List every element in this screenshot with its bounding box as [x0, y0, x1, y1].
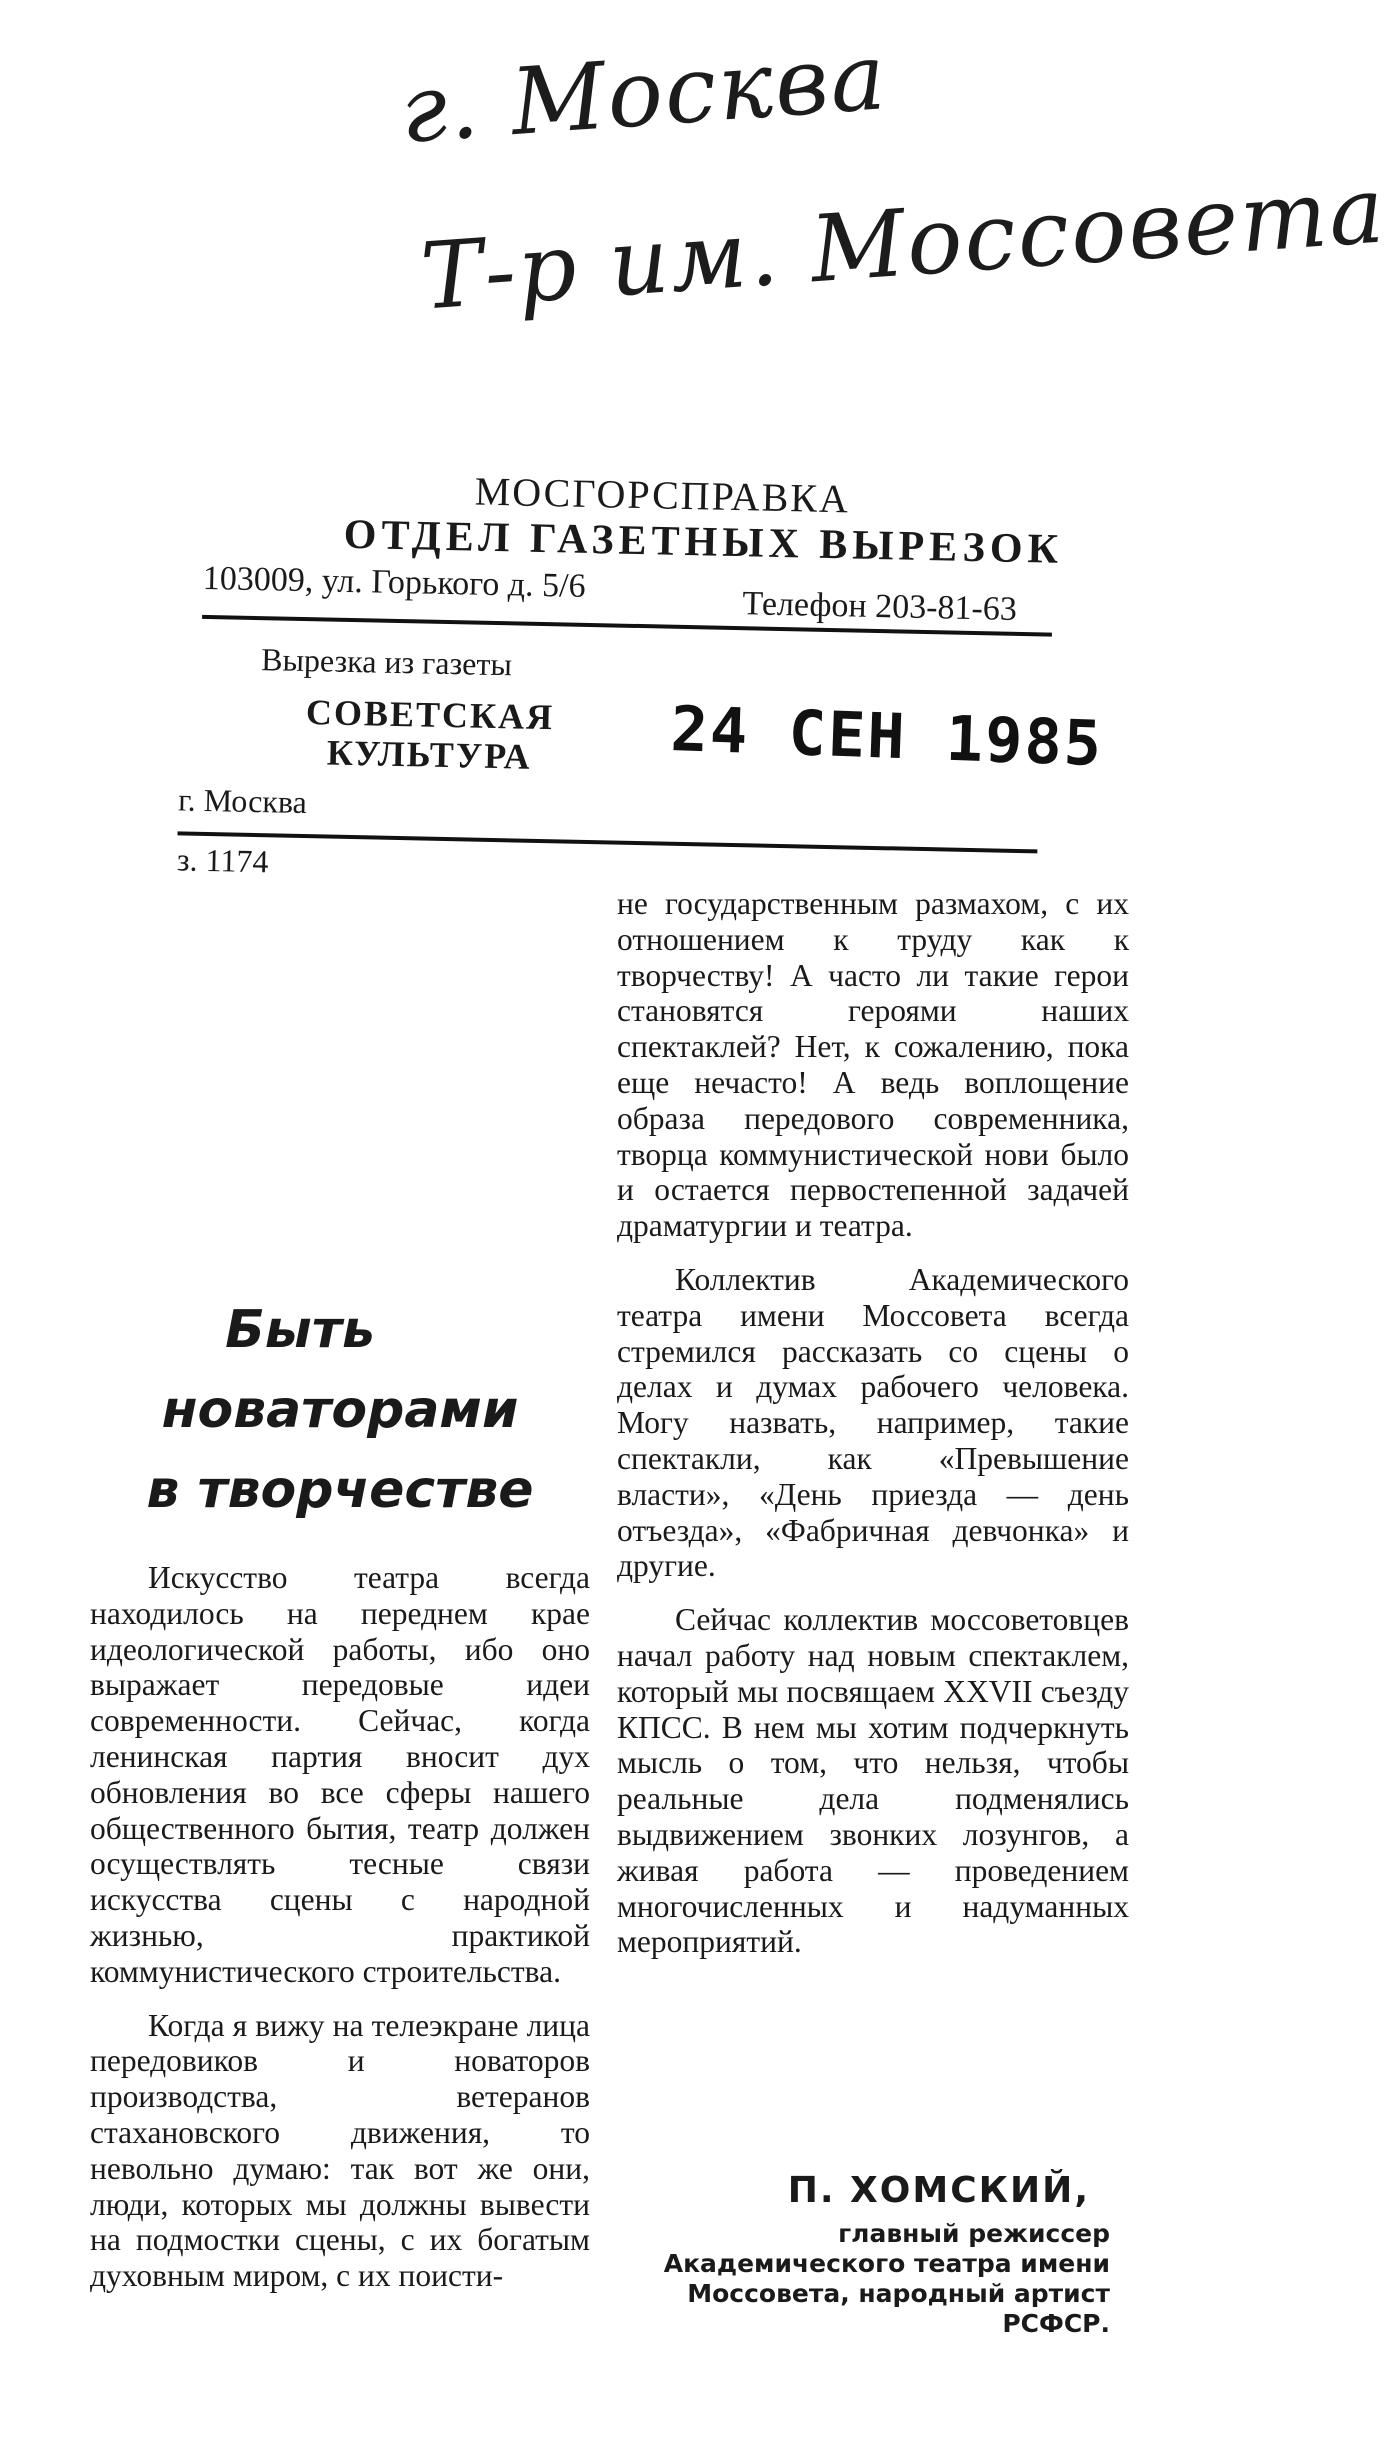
paragraph: не государственным размахом, с их отношением к труду как к творчеству! А часто ли такие герои становятся героями наших спектаклей? Нет, к сожалению, пока еще нечасто! А ведь воплощение образа передового современника, творца коммунистической нови было и остается первостепенной задачей драматургии и театра.: [617, 886, 1129, 1244]
clipping-label: Вырезка из газеты: [260, 641, 513, 683]
order-number: з. 1174: [176, 841, 269, 880]
author-signature: [640, 2170, 1110, 2339]
paragraph: Сейчас коллектив моссоветовцев начал работу над новым спектаклем, который мы посвящаем XXVII съезду КПСС. В нем мы хотим подчеркнуть мысль о том, что нельзя, чтобы реальные дела подменялись выдвижением звонких лозунгов, а живая работа — проведением многочисленных и надуманных мероприятий.: [617, 1602, 1129, 1960]
newspaper-name: [299, 692, 561, 777]
headline-line2: новаторами: [161, 1380, 519, 1440]
headline-line3: в творчестве: [146, 1460, 534, 1520]
author-role: главный режиссер Академического театра имени Моссовета, народный артист РСФСР.: [663, 2219, 1110, 2338]
article-column-left: [90, 1560, 590, 2294]
paragraph: Когда я вижу на телеэкране лица передовиков и новаторов производства, ветеранов стахановского движения, то невольно думаю: так вот же они, люди, которых мы должны вывести на подмостки сцены, с их богатым духовным миром, с их поисти-: [90, 2007, 590, 2294]
agency-address: 103009, ул. Горького д. 5/6: [202, 559, 586, 605]
department-name: ОТДЕЛ ГАЗЕТНЫХ ВЫРЕЗОК: [343, 511, 1064, 573]
newspaper-name-line2: КУЛЬТУРА: [326, 732, 533, 777]
date-stamp: 24 СЕН 1985: [669, 692, 1105, 781]
agency-phone: Телефон 203-81-63: [742, 585, 1018, 628]
handwritten-theatre: Т-р им. Моссовета: [417, 156, 1389, 331]
agency-name: МОСГОРСПРАВКА: [474, 468, 851, 522]
article-headline: [90, 1290, 590, 1530]
article-column-right: [617, 886, 1129, 1960]
headline-line1: Быть: [225, 1300, 375, 1360]
newspaper-city: г. Москва: [177, 781, 308, 821]
newspaper-name-line1: СОВЕТСКАЯ: [305, 692, 555, 738]
paragraph: Коллектив Академического театра имени Моссовета всегда стремился рассказать со сцены о делах и думах рабочего человека. Могу назвать, например, такие спектакли, как «Превышение власти», «День приезда — день отъезда», «Фабричная девчонка» и другие.: [617, 1261, 1129, 1584]
header-bottom-divider: [177, 831, 1037, 853]
author-name: П. ХОМСКИЙ,: [787, 2170, 1090, 2211]
paragraph: Искусство театра всегда находилось на переднем крае идеологической работы, ибо оно выражает передовые идеи современности. Сейчас, когда ленинская партия вносит дух обновления во все сферы нашего общественного бытия, театр должен осуществлять тесные связи искусства сцены с народной жизнью, практикой коммунистического строительства.: [90, 1560, 590, 1989]
handwritten-city: г. Москва: [396, 23, 891, 164]
